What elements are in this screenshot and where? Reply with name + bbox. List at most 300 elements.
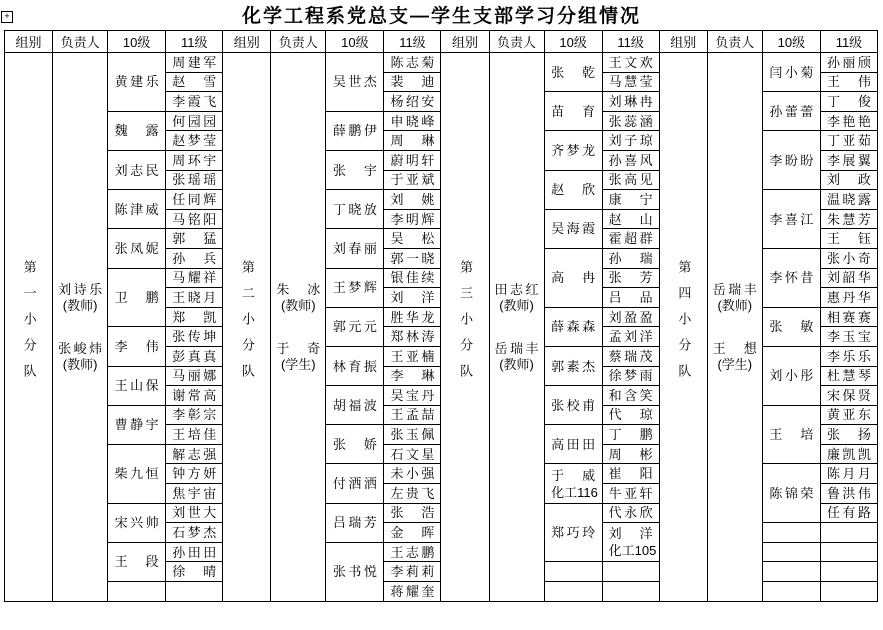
grade10-student-cell	[544, 53, 602, 92]
leader-entry	[58, 281, 102, 314]
grade11-student-cell	[602, 288, 659, 308]
student-name: 薛森森	[551, 319, 596, 335]
grade10-student-cell	[326, 542, 384, 601]
grade10-student-cell	[544, 307, 602, 346]
grade10-student-cell	[326, 346, 384, 385]
student-name: 高田田	[551, 436, 596, 452]
student-name: 吕瑞芳	[332, 515, 377, 531]
grade10-student-cell	[108, 405, 166, 444]
grade10-student-cell	[326, 425, 384, 464]
student-name: 柴九恒	[114, 466, 159, 482]
grade11-student-cell	[820, 131, 877, 151]
student-name: 李彰宗	[172, 407, 217, 423]
grade11-student-cell	[384, 386, 441, 406]
page-title: 化学工程系党总支—学生支部学习分组情况	[241, 6, 641, 27]
student-name: 付洒洒	[332, 476, 377, 492]
student-name: 吕品	[608, 289, 653, 305]
grade10-empty-cell	[762, 562, 820, 582]
student-name: 未小强	[390, 466, 435, 482]
student-name: 李伟	[114, 338, 159, 354]
student-name: 宋兴帅	[114, 515, 159, 531]
student-name: 曹静宇	[114, 417, 159, 433]
grade11-student-cell	[820, 346, 877, 366]
student-name: 丁俊	[826, 93, 871, 109]
student-name: 张扬	[826, 427, 871, 443]
leader-entry	[713, 281, 757, 314]
grade11-student-cell	[384, 72, 441, 92]
student-name: 魏露	[114, 123, 159, 139]
grade11-student-cell	[602, 150, 659, 170]
student-name: 陈津威	[114, 201, 159, 217]
grade11-student-cell	[384, 190, 441, 210]
leaders-cell	[707, 53, 762, 602]
student-name: 霍超群	[608, 231, 653, 247]
leader-name: 田志红	[494, 281, 539, 297]
grade11-student-cell	[602, 72, 659, 92]
grade10-student-cell	[108, 229, 166, 268]
student-name: 何园园	[172, 113, 217, 129]
student-name: 王山保	[114, 378, 159, 394]
grade11-student-cell	[166, 288, 223, 308]
student-name: 牛亚轩	[608, 485, 653, 501]
grade11-student-cell	[384, 327, 441, 347]
student-name: 郭素杰	[551, 358, 596, 374]
student-name: 孙田田	[172, 544, 217, 560]
grade11-student-cell	[602, 444, 659, 464]
student-name: 赵梦莹	[172, 133, 217, 149]
grade11-student-cell	[166, 484, 223, 504]
student-name: 于亚斌	[390, 172, 435, 188]
grade11-student-cell	[166, 346, 223, 366]
student-name: 王培	[769, 427, 814, 443]
leader-role: (教师)	[62, 356, 98, 372]
grade11-student-cell	[166, 542, 223, 562]
grade10-empty-cell	[544, 582, 602, 602]
student-name: 张蕊涵	[608, 113, 653, 129]
student-name: 钟方妍	[172, 466, 217, 482]
column-header: 10级	[544, 31, 602, 53]
student-name: 王志鹏	[390, 544, 435, 560]
leader-entry	[276, 281, 320, 314]
student-name: 刘韶华	[826, 270, 871, 286]
student-name: 刘琳冉	[608, 93, 653, 109]
student-name: 孙喜风	[608, 152, 653, 168]
student-name: 周彬	[608, 446, 653, 462]
grade11-student-cell	[820, 190, 877, 210]
student-name: 吴松	[390, 231, 435, 247]
grade11-student-cell	[820, 327, 877, 347]
leaders-cell	[489, 53, 544, 602]
student-name: 刘政	[826, 172, 871, 188]
student-name: 王晓月	[172, 289, 217, 305]
grade10-student-cell	[108, 190, 166, 229]
leader-entry	[58, 340, 102, 373]
student-name: 刘洋	[390, 289, 435, 305]
group-name-cell	[223, 53, 271, 602]
grade11-student-cell	[166, 53, 223, 73]
grade11-student-cell	[820, 425, 877, 445]
student-name: 任同辉	[172, 191, 217, 207]
grade10-student-cell	[544, 248, 602, 307]
assignment-table	[4, 30, 878, 602]
grade11-student-cell	[602, 209, 659, 229]
grade11-student-cell	[384, 170, 441, 190]
column-header: 10级	[326, 31, 384, 53]
grade11-student-cell	[384, 503, 441, 523]
student-name: 鲁洪伟	[826, 485, 871, 501]
grade11-student-cell	[166, 190, 223, 210]
student-name: 徐梦雨	[608, 368, 653, 384]
grade10-student-cell	[762, 307, 820, 346]
grade11-student-cell	[820, 386, 877, 406]
student-name: 王梦辉	[332, 280, 377, 296]
grade10-student-cell	[326, 268, 384, 307]
grade11-student-cell	[166, 386, 223, 406]
student-name: 王亚楠	[390, 348, 435, 364]
grade11-student-cell	[820, 268, 877, 288]
grade11-student-cell	[384, 111, 441, 131]
student-name: 王钰	[826, 231, 871, 247]
leaders-cell	[271, 53, 326, 602]
grade11-empty-cell	[820, 562, 877, 582]
student-name: 化工116	[551, 484, 598, 500]
grade11-student-cell	[602, 268, 659, 288]
leader-name: 朱冰	[276, 281, 321, 297]
student-name: 和含笑	[608, 387, 653, 403]
grade11-student-cell	[166, 72, 223, 92]
student-name: 刘盈盈	[608, 309, 653, 325]
grade11-student-cell	[820, 307, 877, 327]
student-name: 周建军	[172, 54, 217, 70]
student-name: 于威	[551, 467, 596, 483]
leader-role: (教师)	[499, 356, 534, 372]
grade11-student-cell	[820, 92, 877, 112]
grade11-student-cell	[384, 346, 441, 366]
student-name: 周琳	[390, 133, 435, 149]
student-name: 苗育	[551, 103, 596, 119]
student-name: 刘志民	[114, 162, 159, 178]
leader-entry	[495, 340, 539, 373]
grade11-student-cell	[820, 209, 877, 229]
group-name-cell	[441, 53, 489, 602]
grade10-student-cell	[326, 150, 384, 189]
grade10-student-cell	[544, 386, 602, 425]
student-name: 张娇	[332, 436, 377, 452]
student-name: 朱慧芳	[826, 211, 871, 227]
grade11-student-cell	[820, 405, 877, 425]
column-header: 11级	[602, 31, 659, 53]
student-name: 银佳续	[390, 270, 435, 286]
grade10-student-cell	[762, 92, 820, 131]
student-name: 张敏	[769, 319, 814, 335]
grade11-student-cell	[166, 268, 223, 288]
grade11-student-cell	[384, 53, 441, 73]
grade11-student-cell	[602, 170, 659, 190]
grade11-student-cell	[602, 405, 659, 425]
student-name: 刘世大	[172, 505, 217, 521]
leader-entry	[713, 340, 757, 373]
grade11-student-cell	[166, 503, 223, 523]
student-name: 张浩	[390, 505, 435, 521]
student-name: 赵山	[608, 211, 653, 227]
grade10-student-cell	[762, 464, 820, 523]
group-name-cell	[5, 53, 53, 602]
grade11-student-cell	[820, 111, 877, 131]
grade11-student-cell	[384, 209, 441, 229]
grade10-student-cell	[108, 268, 166, 327]
grade11-student-cell	[384, 562, 441, 582]
student-name: 蒋耀奎	[390, 583, 435, 599]
student-name: 吴宝丹	[390, 387, 435, 403]
grade10-student-cell	[544, 346, 602, 385]
student-name: 高冉	[551, 270, 596, 286]
grade11-student-cell	[602, 484, 659, 504]
table-row	[5, 53, 878, 73]
student-name: 李盼盼	[769, 152, 814, 168]
student-name: 郑凯	[172, 309, 217, 325]
group-label: 第三小分队	[458, 260, 474, 391]
grade11-student-cell	[166, 562, 223, 582]
grade11-student-cell	[602, 366, 659, 386]
grade10-student-cell	[108, 327, 166, 366]
column-header: 组别	[223, 31, 271, 53]
student-name: 李玉宝	[826, 329, 871, 345]
grade11-student-cell	[384, 366, 441, 386]
student-name: 申晓峰	[390, 113, 435, 129]
grade11-student-cell	[602, 248, 659, 268]
grade11-student-cell	[602, 327, 659, 347]
grade11-empty-cell	[820, 582, 877, 602]
grade10-student-cell	[108, 542, 166, 581]
grade11-student-cell	[166, 111, 223, 131]
grade11-student-cell	[602, 464, 659, 484]
student-name: 吴海霞	[551, 221, 596, 237]
grade10-student-cell	[326, 229, 384, 268]
student-name: 李莉莉	[390, 564, 435, 580]
grade11-student-cell	[384, 542, 441, 562]
grade11-student-cell	[166, 425, 223, 445]
grade11-student-cell	[602, 425, 659, 445]
grade10-student-cell	[762, 190, 820, 249]
grade11-student-cell	[602, 53, 659, 73]
student-name: 裴迪	[390, 74, 435, 90]
leader-entry	[495, 281, 539, 314]
student-name: 张校甫	[551, 397, 596, 413]
student-name: 丁晓放	[332, 201, 377, 217]
grade11-student-cell	[384, 229, 441, 249]
column-header: 组别	[5, 31, 53, 53]
student-name: 王文欢	[608, 54, 653, 70]
column-header: 负责人	[707, 31, 762, 53]
grade10-student-cell	[544, 170, 602, 209]
student-name: 王伟	[826, 74, 871, 90]
grade11-empty-cell	[602, 582, 659, 602]
student-name: 郭猛	[172, 231, 217, 247]
student-name: 马丽娜	[172, 368, 217, 384]
grade11-student-cell	[602, 190, 659, 210]
student-name: 张玉佩	[390, 427, 435, 443]
grade11-student-cell	[384, 582, 441, 602]
student-name: 孙瑞	[608, 250, 653, 266]
grade11-student-cell	[166, 170, 223, 190]
student-name: 刘小彤	[769, 368, 814, 384]
student-name: 刘洋	[608, 526, 653, 542]
grade11-student-cell	[384, 150, 441, 170]
student-name: 惠丹华	[826, 289, 871, 305]
grade11-student-cell	[166, 366, 223, 386]
student-name: 李明辉	[390, 211, 435, 227]
student-name: 丁亚茹	[826, 133, 871, 149]
grade11-student-cell	[602, 523, 659, 562]
student-name: 丁鹏	[608, 427, 653, 443]
grade10-student-cell	[108, 150, 166, 189]
grade11-student-cell	[820, 53, 877, 73]
grade11-student-cell	[384, 268, 441, 288]
grade11-student-cell	[384, 288, 441, 308]
student-name: 吴世杰	[332, 74, 377, 90]
grade10-student-cell	[108, 444, 166, 503]
student-name: 杜慧琴	[826, 368, 871, 384]
student-name: 焦宇宙	[172, 485, 217, 501]
student-name: 左贵飞	[390, 485, 435, 501]
student-name: 郑巧玲	[551, 525, 596, 541]
student-name: 黄建乐	[114, 74, 159, 90]
student-name: 蔡瑞茂	[608, 348, 653, 364]
student-name: 代永欣	[608, 505, 653, 521]
grade11-student-cell	[166, 209, 223, 229]
grade10-student-cell	[326, 386, 384, 425]
grade10-empty-cell	[762, 582, 820, 602]
student-name: 金晖	[390, 525, 435, 541]
grade11-student-cell	[166, 131, 223, 151]
student-name: 李琳	[390, 368, 435, 384]
grade10-student-cell	[326, 190, 384, 229]
student-name: 李艳艳	[826, 113, 871, 129]
leader-entry	[276, 340, 320, 373]
grade11-empty-cell	[820, 542, 877, 562]
grade11-student-cell	[166, 405, 223, 425]
student-name: 廉凯凯	[826, 446, 871, 462]
student-name: 王孟喆	[390, 407, 435, 423]
grade11-student-cell	[384, 131, 441, 151]
student-name: 李喜江	[769, 211, 814, 227]
student-name: 谢常高	[172, 387, 217, 403]
group-label: 第一小分队	[21, 260, 37, 391]
grade10-student-cell	[326, 464, 384, 503]
object-anchor-icon: +	[1, 11, 13, 23]
grade10-student-cell	[326, 53, 384, 112]
grade11-student-cell	[166, 444, 223, 464]
grade11-student-cell	[384, 248, 441, 268]
student-name: 解志强	[172, 446, 217, 462]
student-name: 林育振	[332, 358, 377, 374]
grade10-student-cell	[762, 405, 820, 464]
student-name: 张传坤	[172, 329, 217, 345]
student-name: 陈锦荣	[769, 485, 814, 501]
grade11-student-cell	[820, 150, 877, 170]
grade11-empty-cell	[166, 582, 223, 602]
grade10-student-cell	[326, 111, 384, 150]
grade11-student-cell	[166, 307, 223, 327]
grade10-student-cell	[326, 307, 384, 346]
grade11-empty-cell	[602, 562, 659, 582]
student-name: 石梦杰	[172, 525, 217, 541]
grade11-student-cell	[820, 72, 877, 92]
grade11-student-cell	[166, 327, 223, 347]
student-name: 张凤妮	[114, 240, 159, 256]
student-name: 徐晴	[172, 564, 217, 580]
leader-role: (教师)	[717, 297, 753, 313]
student-name: 宋保贤	[826, 387, 871, 403]
student-name: 王培佳	[172, 427, 217, 443]
student-name: 马铭阳	[172, 211, 217, 227]
column-header: 负责人	[271, 31, 326, 53]
grade11-student-cell	[166, 523, 223, 543]
column-header: 负责人	[489, 31, 544, 53]
student-name: 化工105	[608, 543, 657, 559]
leader-role: (教师)	[280, 297, 316, 313]
student-name: 郭一晓	[390, 250, 435, 266]
grade10-student-cell	[762, 346, 820, 405]
grade10-student-cell	[544, 92, 602, 131]
student-name: 刘春丽	[332, 240, 377, 256]
grade10-empty-cell	[108, 582, 166, 602]
grade11-student-cell	[602, 92, 659, 112]
grade11-student-cell	[384, 464, 441, 484]
student-name: 张小奇	[826, 250, 871, 266]
grade11-student-cell	[166, 229, 223, 249]
leader-name: 于奇	[276, 340, 321, 356]
grade10-student-cell	[108, 366, 166, 405]
student-name: 张瑶瑶	[172, 172, 217, 188]
student-name: 齐梦龙	[551, 142, 596, 158]
student-name: 任有路	[826, 505, 871, 521]
student-name: 赵欣	[551, 182, 596, 198]
grade10-student-cell	[544, 503, 602, 562]
student-name: 王段	[114, 554, 159, 570]
grade10-student-cell	[544, 131, 602, 170]
grade11-student-cell	[384, 484, 441, 504]
student-name: 石文星	[390, 446, 435, 462]
group-name-cell	[659, 53, 707, 602]
grade11-student-cell	[602, 346, 659, 366]
student-name: 张书悦	[332, 564, 377, 580]
column-header: 11级	[820, 31, 877, 53]
student-name: 胡福波	[332, 397, 377, 413]
grade10-student-cell	[326, 503, 384, 542]
grade10-student-cell	[762, 248, 820, 307]
group-label: 第四小分队	[676, 260, 692, 391]
grade11-student-cell	[820, 464, 877, 484]
student-name: 孙丽颀	[826, 54, 871, 70]
student-name: 张乾	[551, 64, 596, 80]
grade10-student-cell	[108, 53, 166, 112]
student-name: 孙蕾蕾	[769, 103, 814, 119]
column-header: 组别	[659, 31, 707, 53]
grade11-student-cell	[166, 464, 223, 484]
group-label: 第二小分队	[239, 260, 255, 391]
grade11-student-cell	[384, 425, 441, 445]
grade11-student-cell	[166, 248, 223, 268]
grade11-student-cell	[602, 386, 659, 406]
table-body	[5, 53, 878, 602]
grade11-student-cell	[384, 92, 441, 112]
student-name: 李展翼	[826, 152, 871, 168]
grade11-student-cell	[384, 307, 441, 327]
grade11-student-cell	[384, 523, 441, 543]
grade10-student-cell	[108, 503, 166, 542]
student-name: 康宁	[608, 191, 653, 207]
